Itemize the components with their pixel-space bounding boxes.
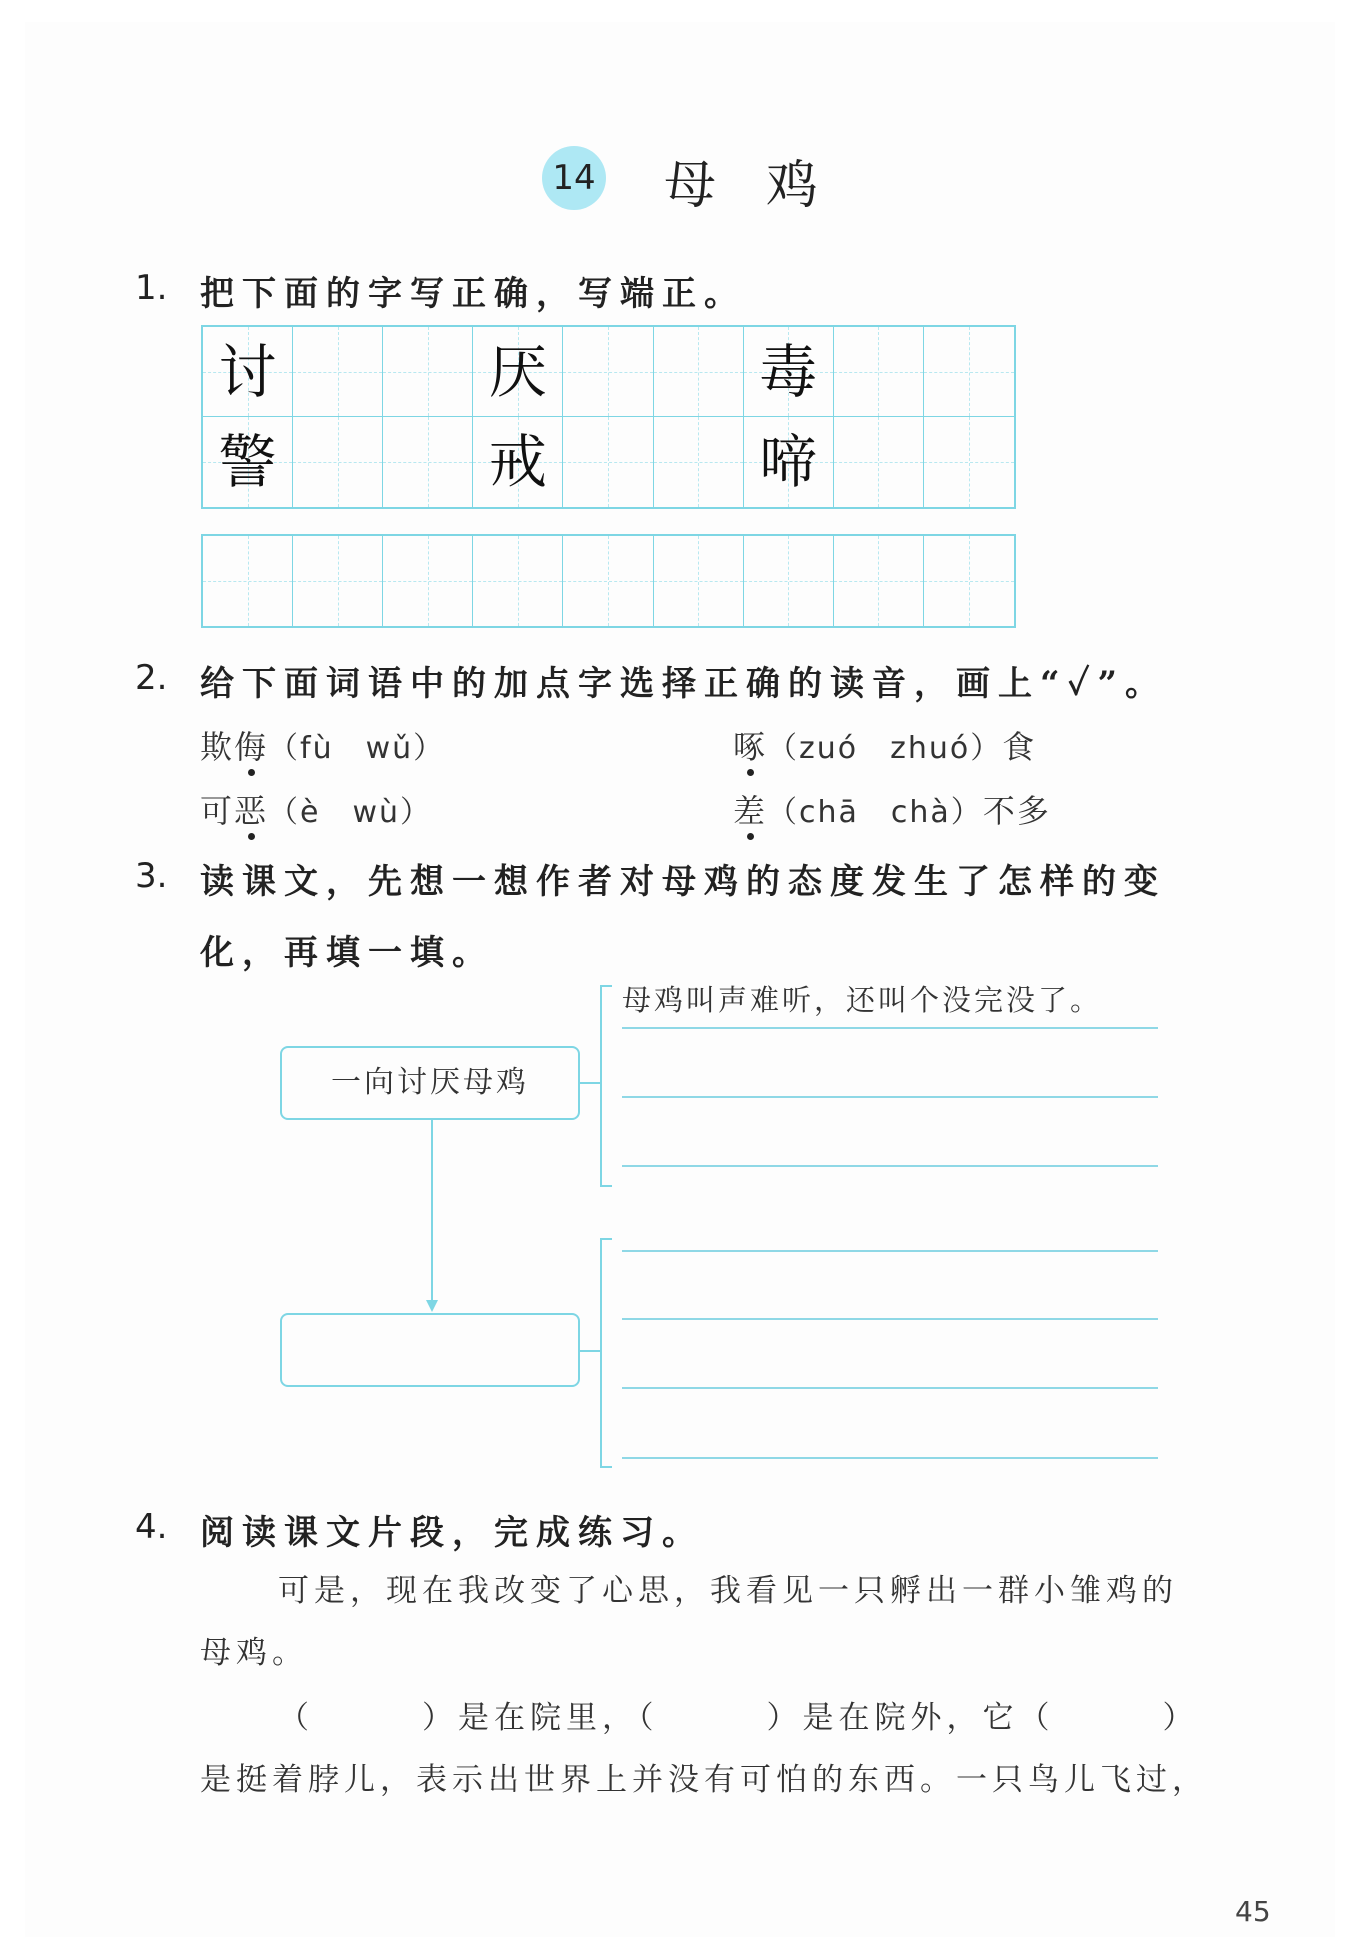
- answer-line[interactable]: [622, 1027, 1158, 1029]
- grid-cell[interactable]: [563, 536, 653, 626]
- q4-instruction: 阅读课文片段，完成练习。: [200, 1513, 704, 1553]
- grid-cell[interactable]: 啼: [744, 417, 834, 507]
- flow-arrow-line: [431, 1120, 433, 1300]
- grid-cell[interactable]: [203, 536, 293, 626]
- grid-cell[interactable]: [563, 327, 653, 417]
- q4-number: 4.: [135, 1507, 168, 1547]
- grid-cell[interactable]: [293, 536, 383, 626]
- pinyin-item[interactable]: 啄（zuó zhuó）食: [733, 728, 1037, 766]
- attitude-box-before: 一向讨厌母鸡: [280, 1046, 580, 1120]
- q2-instruction: 给下面词语中的加点字选择正确的读音，画上“✓”。: [200, 664, 1168, 704]
- q3-instruction-line2: 化，再填一填。: [200, 933, 494, 973]
- pinyin-item[interactable]: 欺侮（fù wǔ）: [200, 728, 446, 766]
- grid-cell[interactable]: [383, 327, 473, 417]
- passage-blanks-line[interactable]: （ ）是在院里，（ ）是在院外，它（ ）: [278, 1700, 1199, 1736]
- answer-line[interactable]: [622, 1318, 1158, 1320]
- grid-cell[interactable]: [654, 536, 744, 626]
- grid-cell[interactable]: [834, 417, 924, 507]
- given-answer-text: 母鸡叫声难听，还叫个没完没了。: [622, 983, 1103, 1017]
- q3-instruction-line1: 读课文，先想一想作者对母鸡的态度发生了怎样的变: [200, 862, 1166, 902]
- pinyin-item[interactable]: 差（chā chà）不多: [733, 792, 1051, 830]
- pinyin-item[interactable]: 可恶（è wù）: [200, 792, 433, 830]
- grid-cell[interactable]: [563, 417, 653, 507]
- page-number: 45: [1235, 1895, 1271, 1928]
- grid-cell[interactable]: [293, 417, 383, 507]
- answer-line[interactable]: [622, 1165, 1158, 1167]
- q2-number: 2.: [135, 658, 168, 698]
- attitude-box-after[interactable]: [280, 1313, 580, 1387]
- q3-number: 3.: [135, 856, 168, 896]
- lesson-number: 14: [552, 158, 596, 198]
- passage-line: 可是，现在我改变了心思，我看见一只孵出一群小雏鸡的: [278, 1573, 1178, 1609]
- answer-line[interactable]: [622, 1457, 1158, 1459]
- grid-cell[interactable]: [654, 417, 744, 507]
- connector-top: [580, 1082, 600, 1084]
- grid-cell[interactable]: 毒: [744, 327, 834, 417]
- passage-line: 母鸡。: [200, 1635, 308, 1671]
- grid-cell[interactable]: [924, 417, 1014, 507]
- practice-grid: [201, 534, 1016, 628]
- passage-line: 是挺着脖儿，表示出世界上并没有可怕的东西。一只鸟儿飞过，: [200, 1762, 1208, 1798]
- q1-instruction: 把下面的字写正确，写端正。: [200, 274, 746, 314]
- q1-number: 1.: [135, 268, 168, 308]
- grid-cell[interactable]: 厌: [473, 327, 563, 417]
- grid-cell[interactable]: 警: [203, 417, 293, 507]
- grid-cell[interactable]: [834, 327, 924, 417]
- bracket-bottom: [600, 1238, 612, 1468]
- bracket-top: [600, 985, 612, 1187]
- flow-arrow-head: [426, 1300, 438, 1312]
- grid-cell[interactable]: [473, 536, 563, 626]
- character-grid: [201, 325, 1016, 509]
- grid-cell[interactable]: [834, 536, 924, 626]
- grid-cell[interactable]: [654, 327, 744, 417]
- answer-line[interactable]: [622, 1250, 1158, 1252]
- grid-cell[interactable]: [293, 327, 383, 417]
- grid-cell[interactable]: [383, 417, 473, 507]
- grid-cell[interactable]: [744, 536, 834, 626]
- answer-line[interactable]: [622, 1096, 1158, 1098]
- grid-cell[interactable]: [924, 327, 1014, 417]
- grid-cell[interactable]: 戒: [473, 417, 563, 507]
- grid-cell[interactable]: 讨: [203, 327, 293, 417]
- connector-bottom: [580, 1350, 600, 1352]
- grid-cell[interactable]: [383, 536, 473, 626]
- answer-line[interactable]: [622, 1387, 1158, 1389]
- lesson-title: 母鸡: [664, 156, 869, 216]
- grid-cell[interactable]: [924, 536, 1014, 626]
